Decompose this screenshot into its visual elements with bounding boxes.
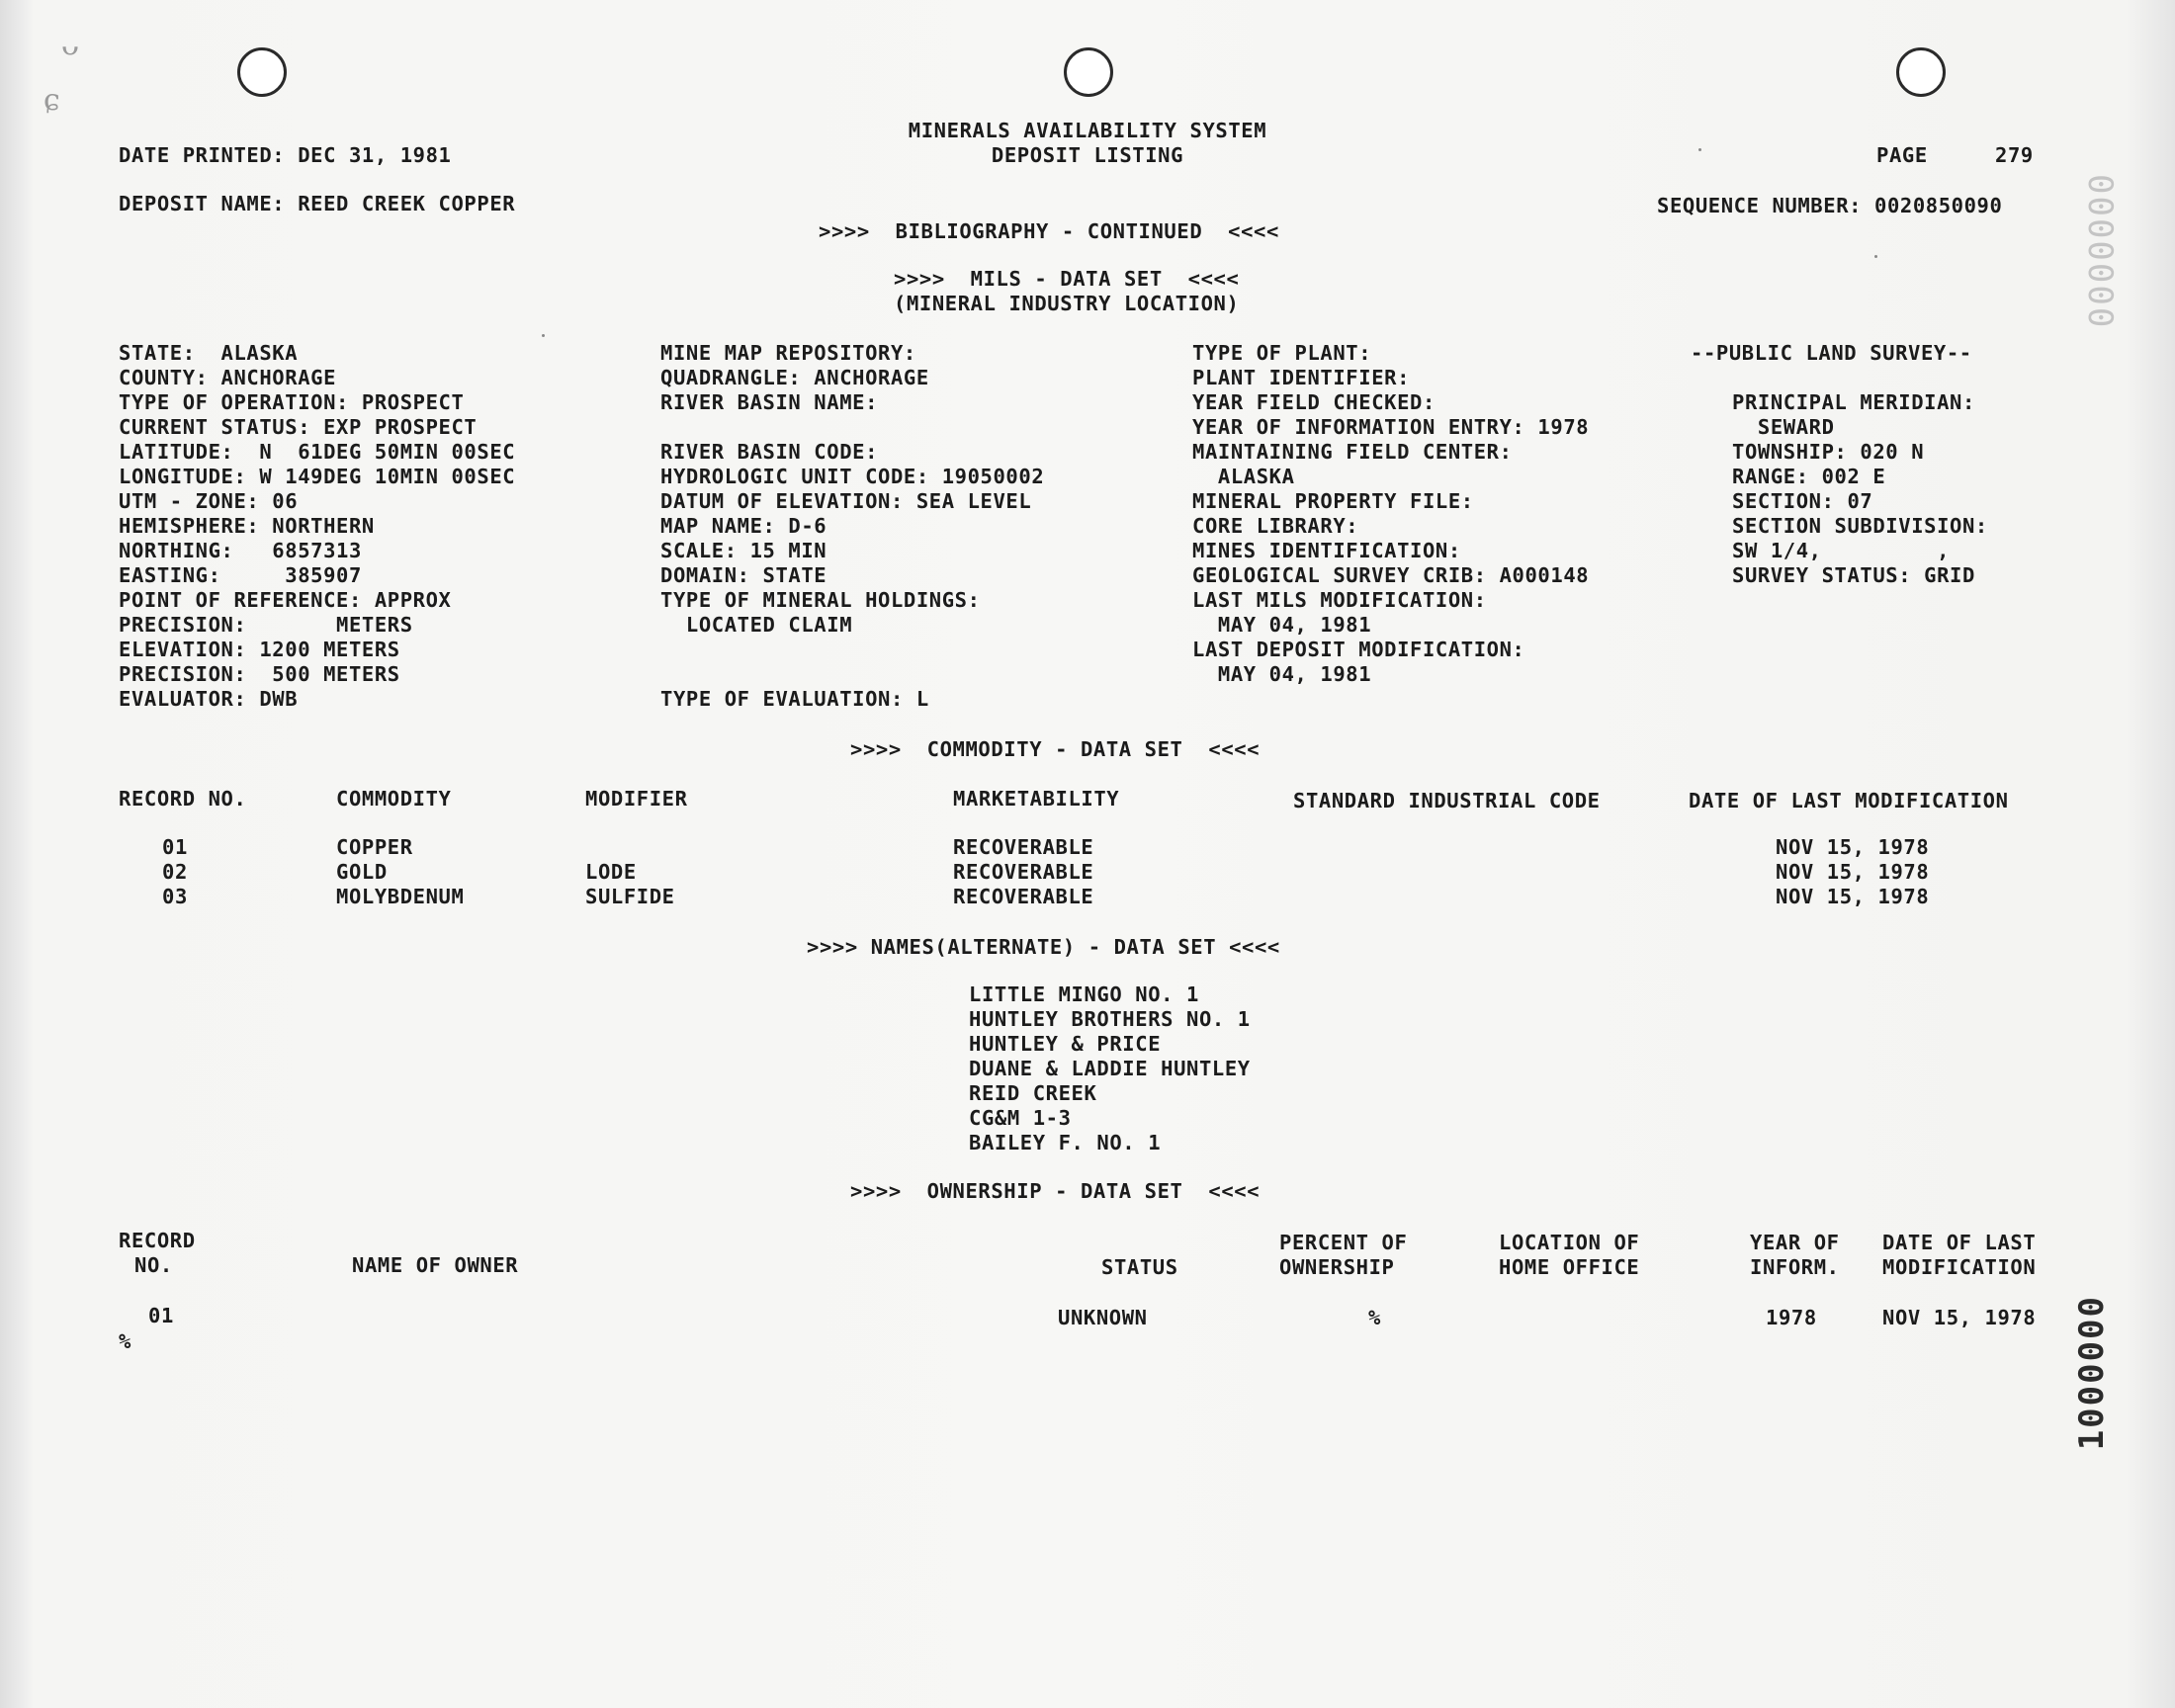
mils-field: MINERAL PROPERTY FILE: <box>1192 489 1474 513</box>
commodity-date: NOV 15, 1978 <box>1776 860 1930 884</box>
mils-field: SW 1/4, , <box>1732 539 1951 562</box>
mils-field: TYPE OF EVALUATION: L <box>660 687 929 711</box>
page-number: 279 <box>1995 143 2034 167</box>
commodity-marketability: RECOVERABLE <box>953 835 1094 859</box>
ownership-header-record: RECORD <box>119 1229 196 1252</box>
commodity-header-marketability: MARKETABILITY <box>953 787 1120 811</box>
list-item: CG&M 1-3 <box>969 1106 1072 1130</box>
commodity-record: 01 <box>162 835 188 859</box>
mils-field: HEMISPHERE: NORTHERN <box>119 514 375 538</box>
mils-field <box>1691 366 1988 390</box>
pencil-mark: ᴗ <box>61 28 80 62</box>
pencil-mark: ɕ <box>44 83 60 118</box>
commodity-record: 03 <box>162 885 188 908</box>
ownership-header-year: INFORM. <box>1750 1255 1840 1279</box>
names-title: >>>> NAMES(ALTERNATE) - DATA SET <<<< <box>807 935 1280 959</box>
mils-field: UTM - ZONE: 06 <box>119 489 299 513</box>
mils-field: EASTING: 385907 <box>119 563 362 587</box>
commodity-marketability: RECOVERABLE <box>953 885 1094 908</box>
binder-hole-right <box>1896 47 1946 97</box>
mils-field: ELEVATION: 1200 METERS <box>119 638 400 661</box>
public-land-survey-column <box>1691 341 1988 588</box>
ownership-header-year: YEAR OF <box>1750 1231 1840 1254</box>
mils-field: SECTION SUBDIVISION: <box>1732 514 1988 538</box>
commodity-modifier: LODE <box>585 860 637 884</box>
commodity-date: NOV 15, 1978 <box>1776 885 1930 908</box>
commodity-name: GOLD <box>336 860 388 884</box>
mils-field: EVALUATOR: DWB <box>119 687 299 711</box>
mils-field: QUADRANGLE: ANCHORAGE <box>660 366 929 389</box>
mils-field: CURRENT STATUS: EXP PROSPECT <box>119 415 478 439</box>
deposit-name: DEPOSIT NAME: REED CREEK COPPER <box>119 192 516 215</box>
ownership-header-location: HOME OFFICE <box>1499 1255 1640 1279</box>
list-item: LITTLE MINGO NO. 1 <box>969 982 1199 1006</box>
mils-field: RIVER BASIN NAME: <box>660 390 879 414</box>
mils-field: ALASKA <box>1192 465 1295 488</box>
mils-field: MAP NAME: D-6 <box>660 514 827 538</box>
bibliography-heading: >>>> BIBLIOGRAPHY - CONTINUED <<<< <box>819 219 1279 243</box>
mils-field <box>660 415 1044 440</box>
mils-field: TYPE OF OPERATION: PROSPECT <box>119 390 465 414</box>
mils-field: CORE LIBRARY: <box>1192 514 1359 538</box>
mils-field: PLANT IDENTIFIER: <box>1192 366 1411 389</box>
list-item: BAILEY F. NO. 1 <box>969 1131 1162 1154</box>
commodity-header-record: RECORD NO. <box>119 787 247 811</box>
mils-field: LOCATED CLAIM <box>660 613 853 637</box>
mils-field: LATITUDE: N 61DEG 50MIN 00SEC <box>119 440 516 464</box>
mils-location-column <box>119 341 515 712</box>
mils-field: SCALE: 15 MIN <box>660 539 827 562</box>
mils-field: YEAR OF INFORMATION ENTRY: 1978 <box>1192 415 1590 439</box>
commodity-header-commodity: COMMODITY <box>336 787 452 811</box>
mils-field: DATUM OF ELEVATION: SEA LEVEL <box>660 489 1032 513</box>
ownership-header-record: NO. <box>134 1253 173 1277</box>
ownership-percent: % <box>1368 1306 1381 1329</box>
list-item: HUNTLEY & PRICE <box>969 1032 1162 1056</box>
ownership-record: 01 <box>148 1304 174 1327</box>
mils-field: MAY 04, 1981 <box>1192 613 1372 637</box>
ownership-header-date: DATE OF LAST <box>1882 1231 2037 1254</box>
list-item: REID CREEK <box>969 1081 1097 1105</box>
mils-field: LONGITUDE: W 149DEG 10MIN 00SEC <box>119 465 516 488</box>
mils-field: MAY 04, 1981 <box>1192 662 1372 686</box>
mils-title: >>>> MILS - DATA SET <<<< <box>894 267 1240 291</box>
margin-code: 1000000 <box>2072 1295 2112 1451</box>
commodity-marketability: RECOVERABLE <box>953 860 1094 884</box>
speck <box>542 334 545 337</box>
mils-field: YEAR FIELD CHECKED: <box>1192 390 1436 414</box>
mils-field: TOWNSHIP: 020 N <box>1732 440 1925 464</box>
mils-field: STATE: ALASKA <box>119 341 299 365</box>
ownership-header-percent: PERCENT OF <box>1279 1231 1408 1254</box>
mils-field: RIVER BASIN CODE: <box>660 440 879 464</box>
mils-field <box>660 662 1044 687</box>
speck <box>1698 148 1701 151</box>
mils-field: SURVEY STATUS: GRID <box>1732 563 1975 587</box>
mils-field: PRECISION: 500 METERS <box>119 662 400 686</box>
mils-field: TYPE OF PLANT: <box>1192 341 1372 365</box>
system-title: MINERALS AVAILABILITY SYSTEM <box>908 119 1267 142</box>
ownership-title: >>>> OWNERSHIP - DATA SET <<<< <box>850 1179 1261 1203</box>
commodity-header-date: DATE OF LAST MODIFICATION <box>1689 789 2009 812</box>
mils-field: --PUBLIC LAND SURVEY-- <box>1691 341 1972 365</box>
ownership-date: NOV 15, 1978 <box>1882 1306 2037 1329</box>
ownership-header-location: LOCATION OF <box>1499 1231 1640 1254</box>
mils-field: LAST DEPOSIT MODIFICATION: <box>1192 638 1525 661</box>
mils-field: GEOLOGICAL SURVEY CRIB: A000148 <box>1192 563 1590 587</box>
speck <box>1874 255 1877 258</box>
commodity-header-modifier: MODIFIER <box>585 787 688 811</box>
mils-field: PRECISION: METERS <box>119 613 413 637</box>
mils-field: COUNTY: ANCHORAGE <box>119 366 337 389</box>
mils-field: SECTION: 07 <box>1732 489 1873 513</box>
mils-field <box>660 638 1044 662</box>
mils-field: TYPE OF MINERAL HOLDINGS: <box>660 588 981 612</box>
page-label: PAGE <box>1876 143 1928 167</box>
mils-plant-column <box>1192 341 1589 687</box>
ownership-header-date: MODIFICATION <box>1882 1255 2037 1279</box>
margin-code-faint: 0000000 <box>2080 174 2120 330</box>
ownership-status: UNKNOWN <box>1058 1306 1148 1329</box>
list-item: DUANE & LADDIE HUNTLEY <box>969 1057 1251 1080</box>
mils-field: DOMAIN: STATE <box>660 563 827 587</box>
commodity-header-sic: STANDARD INDUSTRIAL CODE <box>1293 789 1601 812</box>
mils-map-column <box>660 341 1044 712</box>
mils-field: HYDROLOGIC UNIT CODE: 19050002 <box>660 465 1045 488</box>
commodity-title: >>>> COMMODITY - DATA SET <<<< <box>850 737 1261 761</box>
ownership-header-percent: OWNERSHIP <box>1279 1255 1395 1279</box>
listing-title: DEPOSIT LISTING <box>991 143 1184 167</box>
mils-field: POINT OF REFERENCE: APPROX <box>119 588 452 612</box>
commodity-modifier: SULFIDE <box>585 885 675 908</box>
date-printed: DATE PRINTED: DEC 31, 1981 <box>119 143 452 167</box>
mils-field: NORTHING: 6857313 <box>119 539 362 562</box>
mils-field: SEWARD <box>1732 415 1835 439</box>
commodity-name: COPPER <box>336 835 413 859</box>
ownership-header-name: NAME OF OWNER <box>352 1253 519 1277</box>
ownership-year: 1978 <box>1766 1306 1817 1329</box>
ownership-trailer: % <box>119 1329 131 1353</box>
ownership-header-status: STATUS <box>1101 1255 1178 1279</box>
commodity-date: NOV 15, 1978 <box>1776 835 1930 859</box>
commodity-name: MOLYBDENUM <box>336 885 465 908</box>
binder-hole-center <box>1064 47 1113 97</box>
mils-field: LAST MILS MODIFICATION: <box>1192 588 1487 612</box>
mils-field: PRINCIPAL MERIDIAN: <box>1732 390 1975 414</box>
binder-hole-left <box>237 47 287 97</box>
sequence-number: SEQUENCE NUMBER: 0020850090 <box>1657 194 2003 217</box>
mils-field: MINE MAP REPOSITORY: <box>660 341 916 365</box>
alternate-names-list <box>969 982 1251 1155</box>
mils-field: RANGE: 002 E <box>1732 465 1886 488</box>
mils-subtitle: (MINERAL INDUSTRY LOCATION) <box>894 292 1240 315</box>
list-item: HUNTLEY BROTHERS NO. 1 <box>969 1007 1251 1031</box>
mils-field: MINES IDENTIFICATION: <box>1192 539 1461 562</box>
mils-field: MAINTAINING FIELD CENTER: <box>1192 440 1513 464</box>
commodity-record: 02 <box>162 860 188 884</box>
